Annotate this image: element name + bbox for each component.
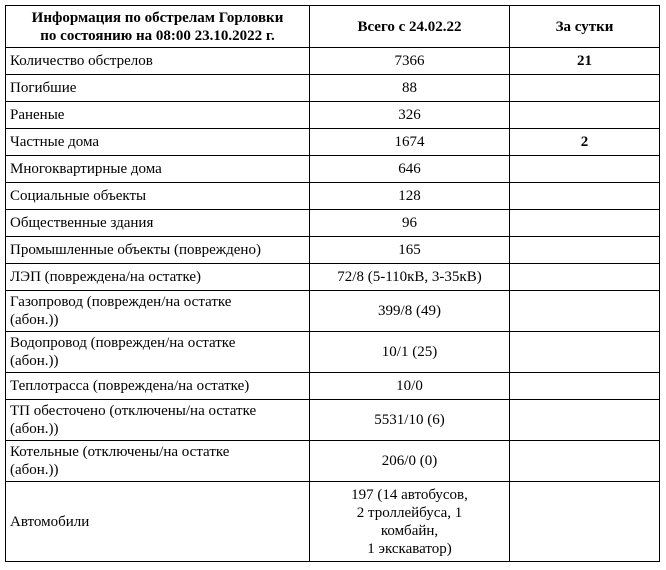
table-row <box>6 373 660 400</box>
table-row <box>6 482 660 562</box>
row-daily <box>510 237 660 264</box>
table-row <box>6 441 660 482</box>
row-total: 1674 <box>310 129 510 156</box>
row-daily <box>510 102 660 129</box>
table-row <box>6 210 660 237</box>
row-daily <box>510 400 660 441</box>
row-daily: 21 <box>510 48 660 75</box>
header-total: Всего с 24.02.22 <box>310 6 510 48</box>
row-label: Социальные объекты <box>6 183 310 210</box>
row-label: Количество обстрелов <box>6 48 310 75</box>
row-label: Автомобили <box>6 482 310 562</box>
row-daily: 2 <box>510 129 660 156</box>
row-total: 5531/10 (6) <box>310 400 510 441</box>
row-label: ЛЭП (повреждена/на остатке) <box>6 264 310 291</box>
shelling-info-table <box>5 5 660 562</box>
row-label: Промышленные объекты (повреждено) <box>6 237 310 264</box>
table-row <box>6 183 660 210</box>
row-label: ТП обесточено (отключены/на остатке (абон.)) <box>6 400 310 441</box>
row-daily <box>510 75 660 102</box>
row-total: 7366 <box>310 48 510 75</box>
row-daily <box>510 264 660 291</box>
table-row <box>6 291 660 332</box>
table-row <box>6 264 660 291</box>
row-daily <box>510 156 660 183</box>
row-daily <box>510 291 660 332</box>
row-daily <box>510 183 660 210</box>
table-row <box>6 237 660 264</box>
row-total: 206/0 (0) <box>310 441 510 482</box>
row-daily <box>510 373 660 400</box>
row-total: 197 (14 автобусов, 2 троллейбуса, 1 комбайн, 1 экскаватор) <box>310 482 510 562</box>
row-daily <box>510 332 660 373</box>
row-total: 128 <box>310 183 510 210</box>
header-row <box>6 6 660 48</box>
row-total: 10/1 (25) <box>310 332 510 373</box>
row-label: Общественные здания <box>6 210 310 237</box>
header-daily: За сутки <box>510 6 660 48</box>
row-daily <box>510 210 660 237</box>
table-row <box>6 48 660 75</box>
table-row <box>6 75 660 102</box>
row-total: 96 <box>310 210 510 237</box>
row-label: Раненые <box>6 102 310 129</box>
row-daily <box>510 441 660 482</box>
row-label: Газопровод (поврежден/на остатке (абон.)) <box>6 291 310 332</box>
header-info: Информация по обстрелам Горловки по состоянию на 08:00 23.10.2022 г. <box>6 6 310 48</box>
row-label: Водопровод (поврежден/на остатке (абон.)) <box>6 332 310 373</box>
table-row <box>6 102 660 129</box>
row-total: 399/8 (49) <box>310 291 510 332</box>
row-total: 10/0 <box>310 373 510 400</box>
row-total: 72/8 (5-110кВ, 3-35кВ) <box>310 264 510 291</box>
row-label: Многоквартирные дома <box>6 156 310 183</box>
row-label: Котельные (отключены/на остатке (абон.)) <box>6 441 310 482</box>
row-daily <box>510 482 660 562</box>
table-row <box>6 400 660 441</box>
table-row <box>6 129 660 156</box>
table-row <box>6 156 660 183</box>
row-label: Частные дома <box>6 129 310 156</box>
row-total: 165 <box>310 237 510 264</box>
row-label: Теплотрасса (повреждена/на остатке) <box>6 373 310 400</box>
row-total: 88 <box>310 75 510 102</box>
row-label: Погибшие <box>6 75 310 102</box>
row-total: 326 <box>310 102 510 129</box>
table-row <box>6 332 660 373</box>
row-total: 646 <box>310 156 510 183</box>
